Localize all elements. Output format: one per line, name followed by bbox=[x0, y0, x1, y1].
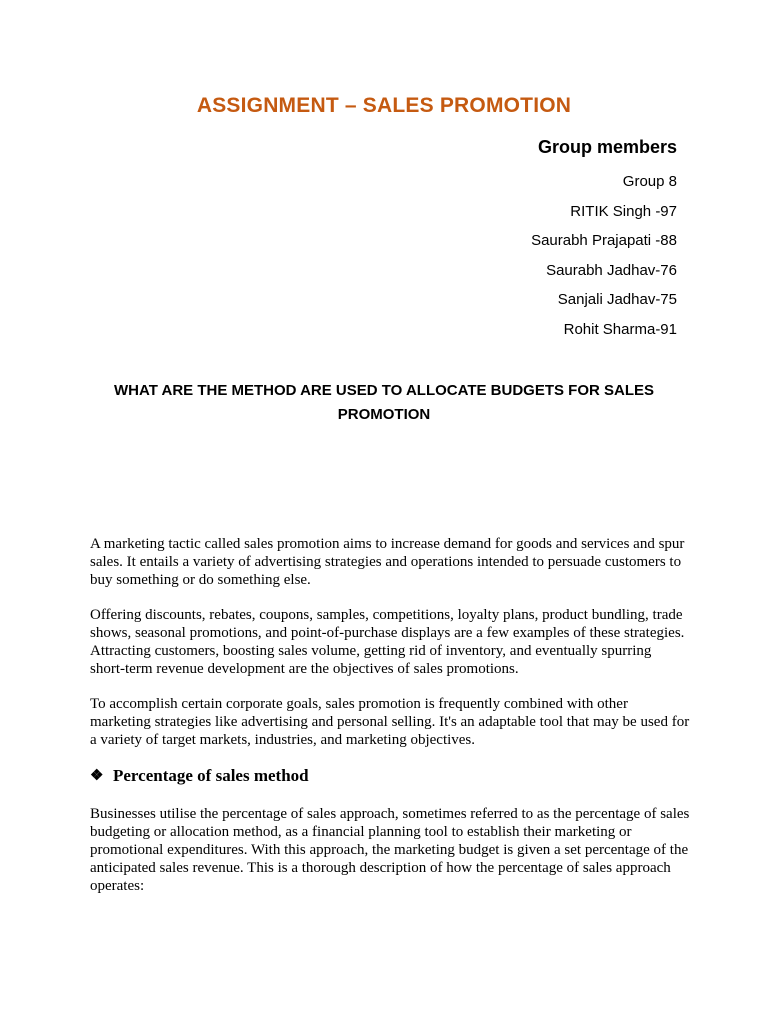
question-heading: WHAT ARE THE METHOD ARE USED TO ALLOCATE BUDGETS FOR SALES PROMOTION bbox=[114, 382, 654, 423]
body-paragraph: A marketing tactic called sales promotion aims to increase demand for goods and services and spur sales. It entails a variety of advertising strategies and operations intended to persuade customers to buy something or do something else. bbox=[90, 536, 685, 588]
member-item: Group 8 bbox=[622, 173, 677, 190]
section-heading-label: Percentage of sales method bbox=[113, 766, 309, 785]
section-heading bbox=[90, 766, 690, 786]
body-paragraph: To accomplish certain corporate goals, sales promotion is frequently combined with other marketing strategies like advertising and personal selling. It's an adaptable tool that may be used for a variety of target markets, industries, and marketing objectives. bbox=[90, 696, 690, 748]
document-title: ASSIGNMENT – SALES PROMOTION bbox=[196, 94, 572, 117]
group-members-heading: Group members bbox=[537, 137, 677, 157]
member-item: Saurabh Prajapati -88 bbox=[531, 232, 677, 250]
member-item: Saurabh Jadhav-76 bbox=[546, 261, 677, 279]
section-paragraph: Businesses utilise the percentage of sales approach, sometimes referred to as the percentage of sales budgeting or allocation method, as a financial planning tool to establish their marketing or promotional expenditures. With this approach, the marketing budget is given a set percentage of the anticipated sales revenue. This is a thorough description of how the percentage of sales approach operates: bbox=[90, 806, 690, 894]
body-paragraph: Offering discounts, rebates, coupons, samples, competitions, loyalty plans, product bundling, trade shows, seasonal promotions, and point-of-purchase displays are a few examples of these strategies. Attracting customers, boosting sales volume, getting rid of inventory, and eventually spurring short-term revenue development are the objectives of sales promotions. bbox=[90, 607, 685, 677]
document-body bbox=[90, 535, 690, 912]
member-item: Rohit Sharma-91 bbox=[563, 320, 677, 338]
group-members-list bbox=[531, 172, 677, 350]
member-item: Sanjali Jadhav-75 bbox=[557, 291, 677, 309]
diamond-bullet-icon: ❖ bbox=[90, 768, 104, 784]
member-item: RITIK Singh -97 bbox=[570, 202, 677, 220]
